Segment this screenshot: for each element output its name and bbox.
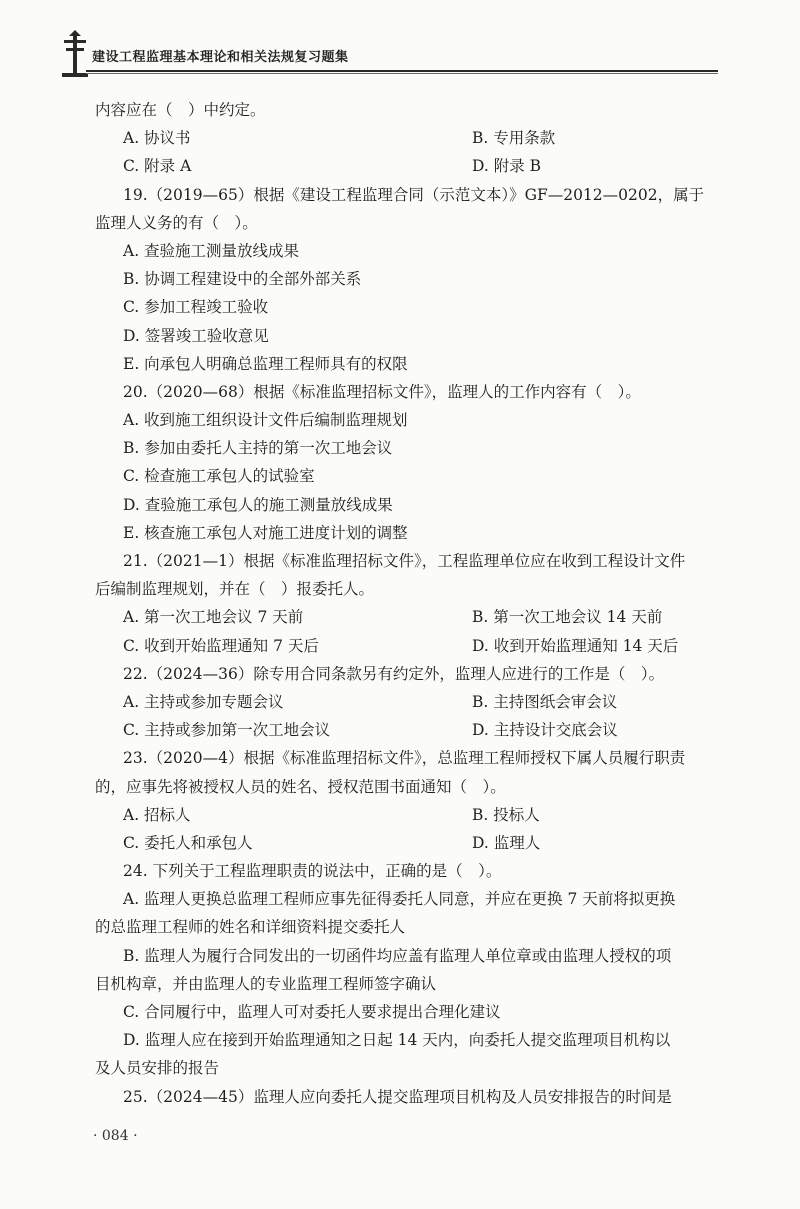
question-24-stem: 24. 下列关于工程监理职责的说法中，正确的是（ ）。 — [123, 862, 502, 881]
question-21-options-row-1 — [95, 603, 715, 631]
option-d: D. 主持设计交底会议 — [472, 721, 618, 740]
option-a: A. 监理人更换总监理工程师应事先征得委托人同意，并应在更换 7 天前将拟更换 — [123, 890, 676, 909]
option-a: A. 协议书 — [123, 129, 191, 148]
option-b: B. 第一次工地会议 14 天前 — [472, 608, 663, 627]
question-20-stem: 20.（2020—68）根据《标准监理招标文件》，监理人的工作内容有（ ）。 — [123, 382, 641, 401]
question-25-stem: 25.（2024—45）监理人应向委托人提交监理项目机构及人员安排报告的时间是 — [123, 1087, 672, 1106]
book-title: 建设工程监理基本理论和相关法规复习题集 — [92, 50, 349, 65]
question-content — [95, 96, 715, 1111]
option-c: C. 检查施工承包人的试验室 — [123, 467, 315, 486]
question-22-options-row-2 — [95, 716, 715, 744]
question-19-stem: 19.（2019—65）根据《建设工程监理合同（示范文本）》GF—2012—0202，属于 — [123, 185, 705, 204]
question-21-stem: 21.（2021—1）根据《标准监理招标文件》，工程监理单位应在收到工程设计文件 — [123, 552, 686, 570]
option-a: A. 收到施工组织设计文件后编制监理规划 — [123, 411, 408, 430]
option-b: B. 投标人 — [472, 805, 540, 824]
question-18-options-row-1 — [95, 124, 715, 152]
header-rule — [86, 70, 718, 72]
option-a-cont: 的总监理工程师的姓名和详细资料提交委托人 — [95, 918, 406, 937]
question-23-options-row-1 — [95, 801, 715, 829]
question-21-options-row-2 — [95, 632, 715, 660]
option-e: E. 核查施工承包人对施工进度计划的调整 — [123, 523, 408, 542]
option-c: C. 参加工程竣工验收 — [123, 298, 269, 317]
option-d: D. 签署竣工验收意见 — [123, 326, 269, 345]
option-c: C. 委托人和承包人 — [123, 833, 253, 852]
option-b: B. 专用条款 — [472, 129, 556, 148]
option-d: D. 查验施工承包人的施工测量放线成果 — [123, 495, 393, 514]
question-19-stem-cont: 监理人义务的有（ ）。 — [95, 213, 258, 232]
option-b: B. 主持图纸会审会议 — [472, 692, 618, 711]
option-a: A. 第一次工地会议 7 天前 — [123, 608, 304, 627]
option-a: A. 招标人 — [123, 805, 191, 824]
running-header — [58, 30, 718, 82]
option-c: C. 收到开始监理通知 7 天后 — [123, 636, 319, 655]
option-a: A. 查验施工测量放线成果 — [123, 241, 300, 260]
question-23-options-row-2 — [95, 829, 715, 857]
question-18-stem-tail: 内容应在（ ）中约定。 — [95, 101, 266, 119]
header-rule-thin — [86, 73, 718, 74]
question-23-stem: 23.（2020—4）根据《标准监理招标文件》，总监理工程师授权下属人员履行职责 — [123, 749, 686, 768]
option-b-cont: 目机构章，并由监理人的专业监理工程师签字确认 — [95, 974, 437, 993]
question-22-stem: 22.（2024—36）除专用合同条款另有约定外，监理人应进行的工作是（ ）。 — [123, 664, 665, 683]
option-b: B. 协调工程建设中的全部外部关系 — [123, 270, 362, 289]
question-23-stem-cont: 的，应事先将被授权人员的姓名、授权范围书面通知（ ）。 — [95, 777, 506, 796]
page-number: · 084 · — [93, 1128, 138, 1144]
option-d-cont: 及人员安排的报告 — [95, 1059, 220, 1078]
option-c: C. 主持或参加第一次工地会议 — [123, 721, 331, 740]
option-d: D. 附录 B — [472, 157, 542, 176]
option-c: C. 合同履行中，监理人可对委托人要求提出合理化建议 — [123, 1003, 501, 1021]
question-18-options-row-2 — [95, 152, 715, 180]
option-d: D. 收到开始监理通知 14 天后 — [472, 636, 679, 655]
question-22-options-row-1 — [95, 688, 715, 716]
option-a: A. 主持或参加专题会议 — [123, 692, 284, 711]
option-d: D. 监理人 — [472, 833, 541, 852]
option-b: B. 监理人为履行合同发出的一切函件均应盖有监理人单位章或由监理人授权的项 — [123, 946, 672, 965]
option-b: B. 参加由委托人主持的第一次工地会议 — [123, 439, 393, 458]
option-c: C. 附录 A — [123, 157, 192, 176]
option-d: D. 监理人应在接到开始监理通知之日起 14 天内，向委托人提交监理项目机构以 — [123, 1031, 671, 1050]
option-e: E. 向承包人明确总监理工程师具有的权限 — [123, 354, 408, 373]
question-21-stem-cont: 后编制监理规划，并在（ ）报委托人。 — [95, 580, 375, 599]
